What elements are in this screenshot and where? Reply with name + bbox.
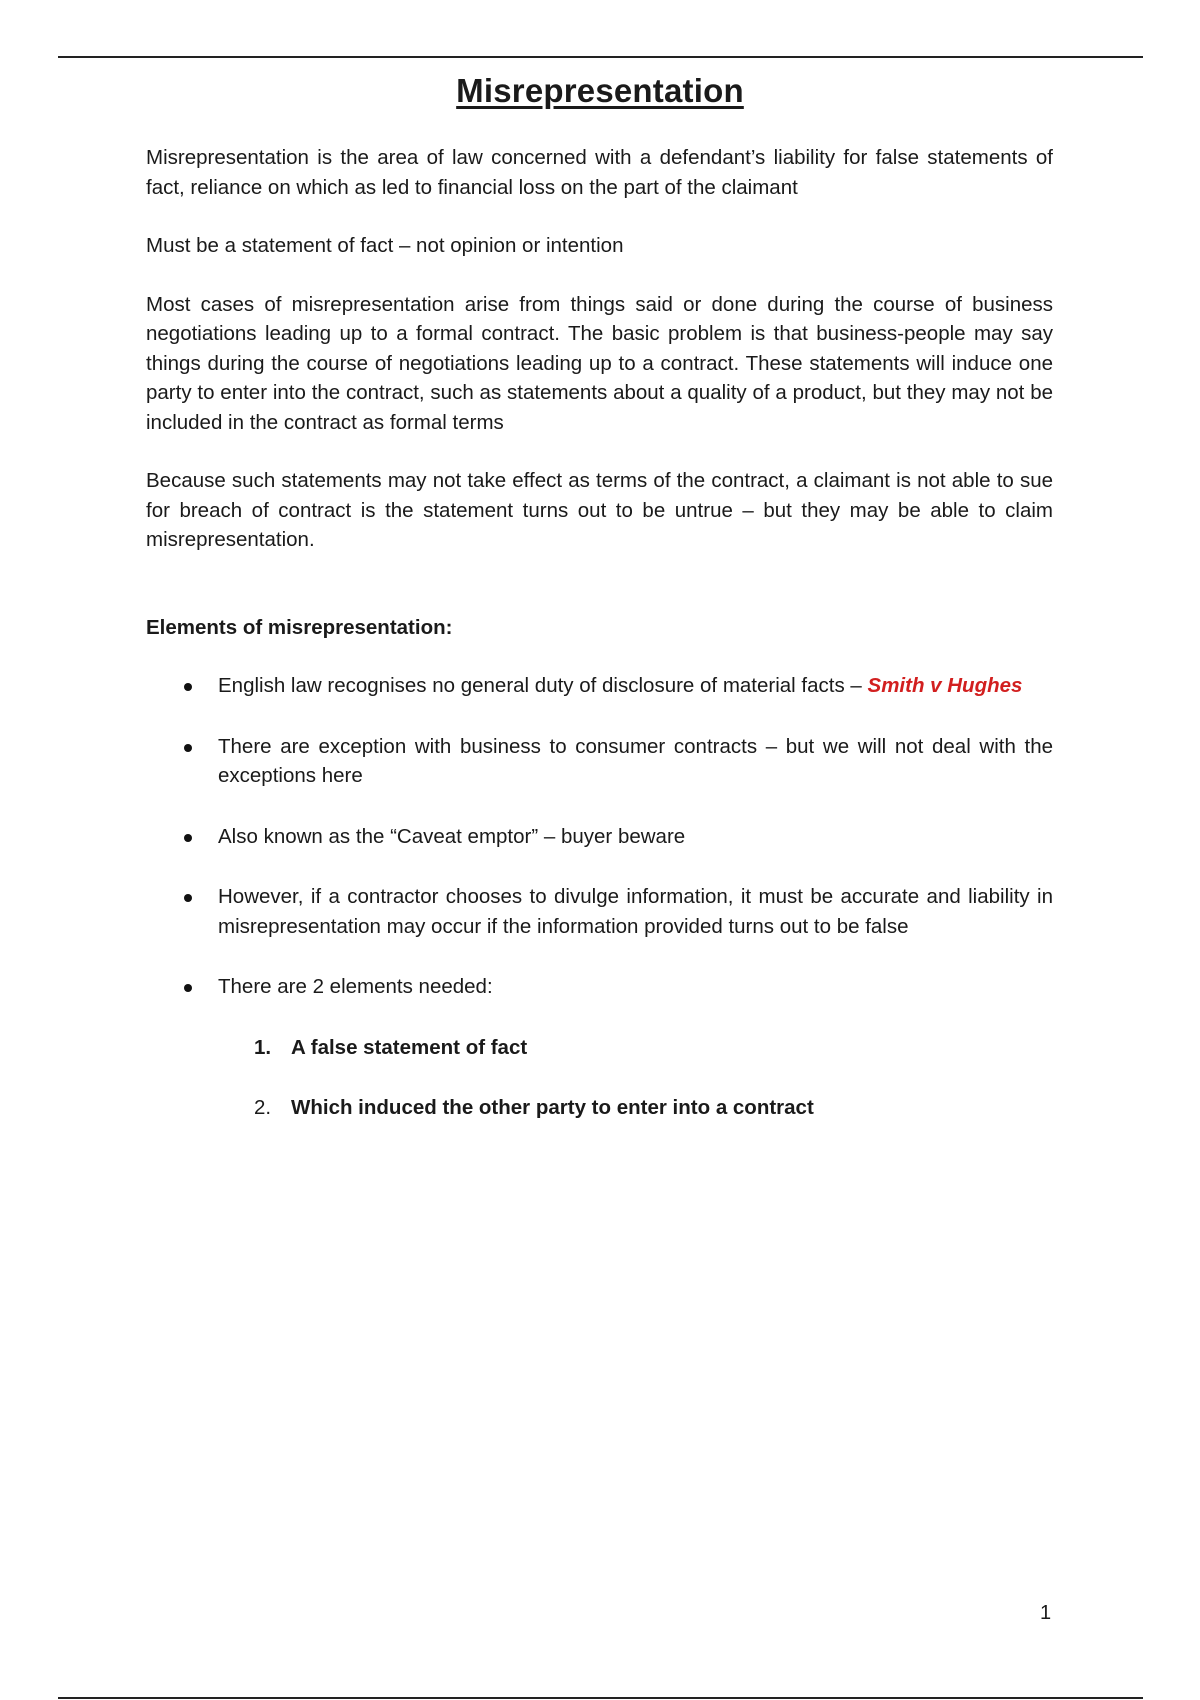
bullet-icon	[184, 744, 192, 752]
list-item	[146, 1093, 1053, 1123]
list-item	[146, 882, 1053, 941]
top-rule	[58, 56, 1143, 58]
list-item	[146, 671, 1053, 701]
bullet-text: English law recognises no general duty of disclosure of material facts –	[218, 674, 862, 697]
list-item	[146, 1033, 1053, 1063]
element-text: Which induced the other party to enter into a contract	[291, 1096, 814, 1119]
bullet-icon	[184, 834, 192, 842]
case-citation: Smith v Hughes	[867, 674, 1023, 697]
list-item	[146, 822, 1053, 852]
element-text: A false statement of fact	[291, 1035, 528, 1059]
list-item	[146, 732, 1053, 791]
list-item	[146, 972, 1053, 1002]
bullet-icon	[184, 894, 192, 902]
bullet-text: There are 2 elements needed:	[218, 975, 493, 998]
bottom-rule	[58, 1697, 1143, 1699]
bullet-text: However, if a contractor chooses to divulge information, it must be accurate and liability in misrepresentation may occur if the information provided turns out to be false	[218, 885, 1053, 938]
list-number: 1.	[254, 1035, 272, 1059]
bullet-text: Also known as the “Caveat emptor” – buyer beware	[218, 824, 686, 848]
page-number: 1	[1040, 1602, 1052, 1624]
bullet-text: There are exception with business to consumer contracts – but we will not deal with the exceptions here	[218, 734, 1053, 787]
paragraph-negotiations: Most cases of misrepresentation arise from things said or done during the course of business negotiations leading up to a formal contract. The basic problem is that business-people may say things during the course of negotiations leading up to a contract. These statements will induce one party to enter into the contract, such as statements about a quality of a product, but they may not be included in the contract as formal terms	[146, 292, 1053, 434]
bullet-icon	[184, 984, 192, 992]
paragraph-claim: Because such statements may not take effect as terms of the contract, a claimant is not able to sue for breach of contract is the statement turns out to be untrue – but they may be able to claim misrepresentation.	[146, 469, 1053, 551]
page-title: Misrepresentation	[456, 72, 744, 109]
elements-bullet-list	[146, 671, 1053, 1002]
bullet-icon	[184, 683, 192, 691]
list-number: 2.	[254, 1096, 272, 1119]
paragraph-statement-of-fact: Must be a statement of fact – not opinion or intention	[146, 234, 624, 257]
document-body	[146, 143, 1053, 1154]
section-heading: Elements of misrepresentation:	[146, 615, 453, 639]
elements-numbered-list	[146, 1033, 1053, 1123]
paragraph-definition: Misrepresentation is the area of law concerned with a defendant’s liability for false statements of fact, reliance on which as led to financial loss on the part of the claimant	[146, 146, 1053, 199]
